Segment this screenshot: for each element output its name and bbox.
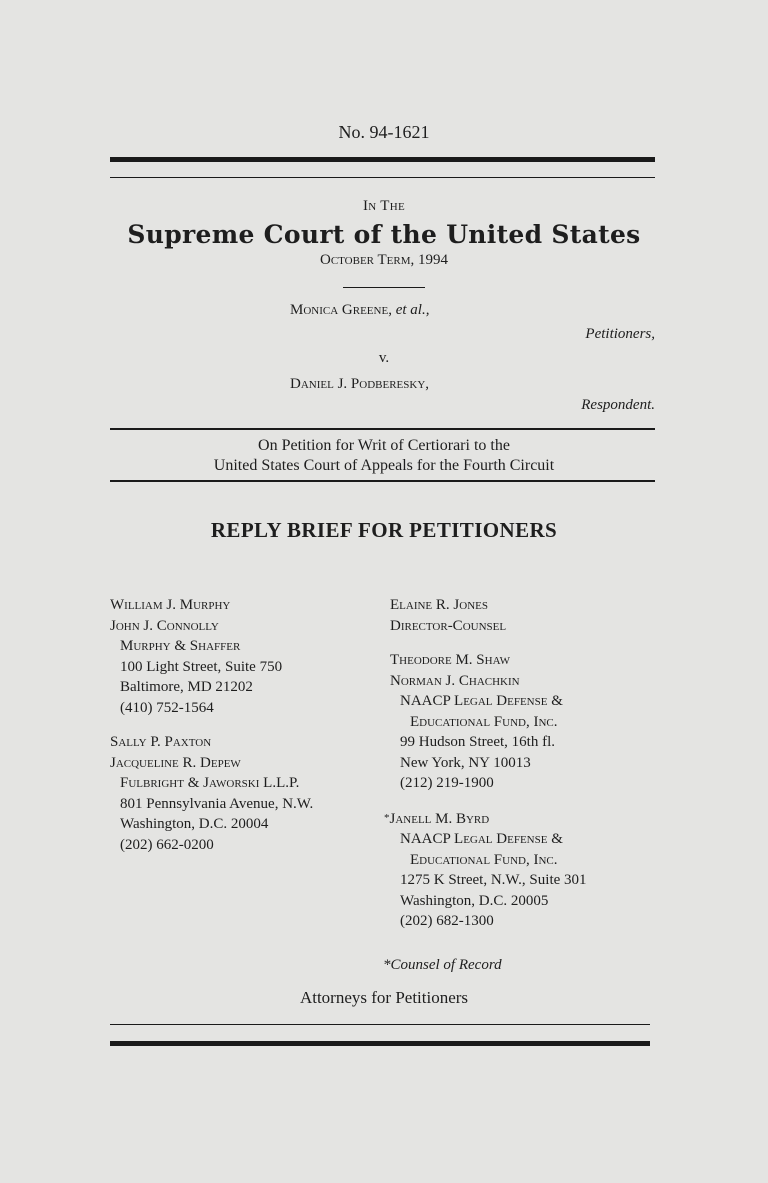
- city-state-zip: Baltimore, MD 21202: [120, 679, 253, 695]
- law-firm: Fulbright & Jaworski L.L.P.: [120, 775, 300, 791]
- counsel-name: Theodore M. Shaw: [390, 652, 511, 668]
- bottom-thick-rule: [110, 1041, 650, 1046]
- organization: Educational Fund, Inc.: [410, 713, 558, 730]
- bottom-thin-rule: [110, 1024, 650, 1025]
- phone-number: (202) 682-1300: [400, 913, 494, 929]
- petitioner-party: [290, 302, 429, 319]
- phone-number: (212) 219-1900: [400, 775, 494, 791]
- street-address: 100 Light Street, Suite 750: [120, 658, 283, 675]
- short-divider: [343, 287, 425, 288]
- asterisk: *: [384, 811, 390, 824]
- counsel-name: Elaine R. Jones: [390, 597, 488, 613]
- organization: NAACP Legal Defense &: [400, 693, 563, 709]
- petition-top-rule: [110, 428, 655, 430]
- counsel-name: William J. Murphy: [110, 597, 231, 613]
- organization: NAACP Legal Defense &: [400, 831, 563, 847]
- petitioner-role: Petitioners,: [585, 326, 655, 342]
- city-state-zip: Washington, D.C. 20005: [400, 892, 549, 909]
- phone-number: (202) 662-0200: [120, 836, 214, 853]
- counsel-right-column: [384, 595, 587, 932]
- versus: v.: [378, 350, 390, 366]
- in-the-label: In The: [362, 198, 406, 214]
- street-address: 99 Hudson Street, 16th fl.: [400, 734, 555, 750]
- law-firm: Murphy & Shaffer: [120, 638, 241, 654]
- city-state-zip: Washington, D.C. 20004: [120, 816, 269, 832]
- counsel-name: John J. Connolly: [110, 617, 219, 634]
- docket-number: No. 94-1621: [338, 122, 430, 142]
- court-name: Supreme Court of the United States: [127, 220, 641, 249]
- street-address: 1275 K Street, N.W., Suite 301: [400, 872, 587, 888]
- petitioner-name: Monica Greene,: [290, 302, 392, 318]
- respondent-role: Respondent.: [581, 397, 655, 413]
- counsel-of-record-note: *Counsel of Record: [383, 957, 502, 973]
- counsel-name: Jacqueline R. Depew: [110, 754, 241, 771]
- counsel-name: Sally P. Paxton: [110, 734, 212, 750]
- counsel-of-record-entry: [384, 808, 587, 830]
- petition-bottom-rule: [110, 480, 655, 482]
- petition-line-1: On Petition for Writ of Certiorari to the: [258, 437, 510, 454]
- counsel-title: Director-Counsel: [390, 617, 507, 634]
- counsel-name: Janell M. Byrd: [389, 810, 490, 827]
- organization: Educational Fund, Inc.: [410, 851, 558, 868]
- respondent-name: Daniel J. Podberesky,: [290, 376, 430, 392]
- court-term: October Term, 1994: [319, 252, 448, 268]
- petition-line-2: United States Court of Appeals for the Fourth Circuit: [213, 457, 555, 474]
- phone-number: (410) 752-1564: [120, 699, 214, 716]
- city-state-zip: New York, NY 10013: [400, 754, 531, 771]
- brief-title: REPLY BRIEF FOR PETITIONERS: [210, 518, 558, 542]
- petition-text: [0, 436, 768, 476]
- attorneys-for-petitioners: Attorneys for Petitioners: [299, 988, 469, 1007]
- counsel-left-column: [110, 595, 313, 855]
- counsel-name: Norman J. Chachkin: [390, 672, 520, 689]
- top-thick-rule: [110, 157, 655, 162]
- top-thin-rule: [110, 177, 655, 178]
- et-al: et al.,: [395, 302, 430, 318]
- street-address: 801 Pennsylvania Avenue, N.W.: [120, 795, 314, 812]
